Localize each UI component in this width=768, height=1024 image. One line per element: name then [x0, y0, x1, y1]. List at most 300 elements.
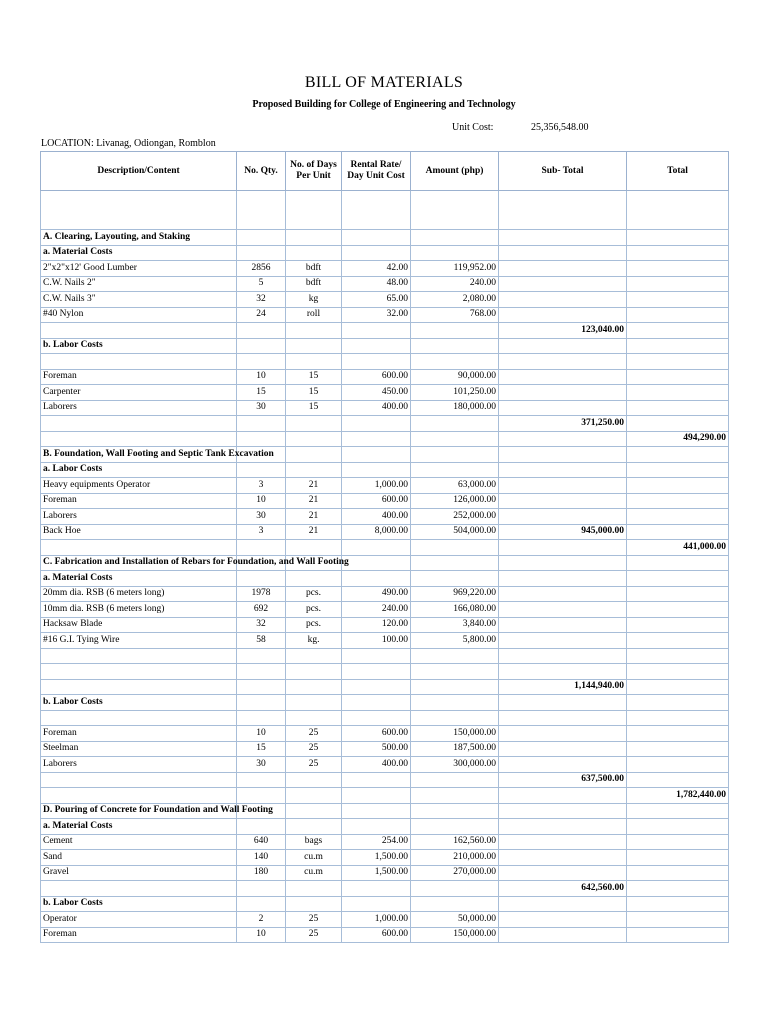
- cell-rate: 600.00: [342, 369, 411, 385]
- cell-days-unit: [286, 462, 342, 478]
- cell-total: [627, 369, 729, 385]
- cell-qty: [237, 679, 286, 695]
- cell-amount: 270,000.00: [411, 865, 499, 881]
- table-row: [41, 385, 729, 401]
- cell-amount: [411, 354, 499, 370]
- cell-amount: 187,500.00: [411, 741, 499, 757]
- table-row: [41, 276, 729, 292]
- table-row: [41, 726, 729, 742]
- cell-total: [627, 323, 729, 339]
- table-row: [41, 524, 729, 540]
- cell-subtotal: [499, 447, 627, 463]
- cell-days-unit: bdft: [286, 261, 342, 277]
- table-header-row: [41, 152, 729, 191]
- cell-description: C.W. Nails 2": [41, 276, 237, 292]
- cell-days-unit: pcs.: [286, 617, 342, 633]
- cell-subtotal: [499, 695, 627, 711]
- cell-total: [627, 927, 729, 943]
- cell-days-unit: [286, 679, 342, 695]
- table-row: [41, 307, 729, 323]
- cell-total: [627, 772, 729, 788]
- cell-qty: 10: [237, 726, 286, 742]
- cell-amount: [411, 462, 499, 478]
- cell-qty: 640: [237, 834, 286, 850]
- cell-amount: 210,000.00: [411, 850, 499, 866]
- cell-subtotal: [499, 338, 627, 354]
- cell-subtotal: [499, 354, 627, 370]
- cell-amount: 2,080.00: [411, 292, 499, 308]
- cell-days-unit: [286, 431, 342, 447]
- cell-qty: 1978: [237, 586, 286, 602]
- cell-total: [627, 385, 729, 401]
- cell-qty: [237, 462, 286, 478]
- cell-subtotal: [499, 741, 627, 757]
- cell-description: b. Labor Costs: [41, 896, 237, 912]
- subsection-heading-row: [41, 819, 729, 835]
- spacer-row: [41, 191, 729, 230]
- cell-days-unit: pcs.: [286, 602, 342, 618]
- cell-days-unit: 21: [286, 524, 342, 540]
- cell-amount: [411, 803, 499, 819]
- cell-amount: 5,800.00: [411, 633, 499, 649]
- cell-subtotal: [499, 602, 627, 618]
- cell-rate: [342, 803, 411, 819]
- cell-rate: 120.00: [342, 617, 411, 633]
- cell-rate: 600.00: [342, 927, 411, 943]
- cell-total: [627, 633, 729, 649]
- cell-qty: [237, 710, 286, 726]
- cell-rate: [342, 416, 411, 432]
- cell-total: [627, 191, 729, 230]
- cell-description: Operator: [41, 912, 237, 928]
- section-heading-row: [41, 230, 729, 246]
- subtotal-row: [41, 772, 729, 788]
- col-header-total: Total: [627, 152, 729, 191]
- cell-days-unit: [286, 540, 342, 556]
- cell-amount: [411, 896, 499, 912]
- cell-amount: [411, 571, 499, 587]
- cell-amount: 166,080.00: [411, 602, 499, 618]
- cell-amount: 300,000.00: [411, 757, 499, 773]
- table-row: [41, 478, 729, 494]
- table-row: [41, 912, 729, 928]
- cell-total: [627, 338, 729, 354]
- cell-amount: [411, 695, 499, 711]
- cell-days-unit: pcs.: [286, 586, 342, 602]
- cell-total: [627, 586, 729, 602]
- cell-subtotal: [499, 245, 627, 261]
- cell-rate: 240.00: [342, 602, 411, 618]
- cell-rate: 100.00: [342, 633, 411, 649]
- cell-subtotal: [499, 788, 627, 804]
- cell-description: Steelman: [41, 741, 237, 757]
- blank-row: [41, 354, 729, 370]
- cell-rate: [342, 772, 411, 788]
- cell-total: [627, 896, 729, 912]
- cell-qty: 2856: [237, 261, 286, 277]
- cell-rate: [342, 462, 411, 478]
- cell-total: [627, 292, 729, 308]
- cell-subtotal: [499, 648, 627, 664]
- cell-rate: [342, 648, 411, 664]
- cell-description: [41, 416, 237, 432]
- col-header-subtotal: Sub- Total: [499, 152, 627, 191]
- cell-total: [627, 850, 729, 866]
- cell-description: Cement: [41, 834, 237, 850]
- document-title: BILL OF MATERIALS: [304, 74, 464, 91]
- cell-rate: 42.00: [342, 261, 411, 277]
- cell-qty: [237, 881, 286, 897]
- col-header-rate: Rental Rate/ Day Unit Cost: [342, 152, 411, 191]
- cell-subtotal: [499, 292, 627, 308]
- cell-description: Laborers: [41, 757, 237, 773]
- cell-subtotal: [499, 191, 627, 230]
- cell-subtotal: [499, 230, 627, 246]
- cell-amount: 3,840.00: [411, 617, 499, 633]
- cell-days-unit: [286, 571, 342, 587]
- cell-rate: [342, 664, 411, 680]
- cell-qty: 692: [237, 602, 286, 618]
- cell-qty: [237, 648, 286, 664]
- cell-rate: 1,500.00: [342, 850, 411, 866]
- cell-qty: 15: [237, 385, 286, 401]
- table-row: [41, 261, 729, 277]
- subtotal-row: [41, 323, 729, 339]
- cell-amount: [411, 447, 499, 463]
- col-header-amount: Amount (php): [411, 152, 499, 191]
- cell-subtotal: 371,250.00: [499, 416, 627, 432]
- cell-rate: [342, 819, 411, 835]
- cell-subtotal: [499, 834, 627, 850]
- cell-description: a. Material Costs: [41, 571, 237, 587]
- cell-description: b. Labor Costs: [41, 695, 237, 711]
- cell-amount: [411, 555, 499, 571]
- cell-days-unit: [286, 772, 342, 788]
- cell-description: D. Pouring of Concrete for Foundation and Wall Footing: [41, 803, 237, 819]
- cell-total: [627, 602, 729, 618]
- cell-rate: [342, 896, 411, 912]
- cell-subtotal: [499, 400, 627, 416]
- cell-days-unit: kg.: [286, 633, 342, 649]
- table-row: [41, 400, 729, 416]
- cell-days-unit: [286, 819, 342, 835]
- col-header-days: No. of Days Per Unit: [286, 152, 342, 191]
- cell-days-unit: [286, 245, 342, 261]
- cell-qty: [237, 245, 286, 261]
- cell-subtotal: [499, 462, 627, 478]
- cell-days-unit: 21: [286, 493, 342, 509]
- cell-rate: 500.00: [342, 741, 411, 757]
- cell-amount: [411, 323, 499, 339]
- cell-days-unit: bags: [286, 834, 342, 850]
- cell-total: [627, 555, 729, 571]
- cell-qty: [237, 416, 286, 432]
- cell-rate: [342, 540, 411, 556]
- cell-description: 10mm dia. RSB (6 meters long): [41, 602, 237, 618]
- cell-amount: [411, 230, 499, 246]
- cell-total: [627, 462, 729, 478]
- cell-days-unit: [286, 191, 342, 230]
- cell-amount: [411, 772, 499, 788]
- cell-description: [41, 664, 237, 680]
- cell-total: [627, 261, 729, 277]
- cell-subtotal: [499, 385, 627, 401]
- cell-rate: 600.00: [342, 726, 411, 742]
- cell-rate: [342, 323, 411, 339]
- cell-subtotal: [499, 540, 627, 556]
- cell-qty: 2: [237, 912, 286, 928]
- cell-description: Foreman: [41, 927, 237, 943]
- cell-days-unit: cu.m: [286, 865, 342, 881]
- cell-total: [627, 679, 729, 695]
- table-row: [41, 633, 729, 649]
- cell-amount: 50,000.00: [411, 912, 499, 928]
- subsection-heading-row: [41, 896, 729, 912]
- cell-qty: 10: [237, 369, 286, 385]
- cell-description: Heavy equipments Operator: [41, 478, 237, 494]
- cell-subtotal: 637,500.00: [499, 772, 627, 788]
- cell-days-unit: 25: [286, 726, 342, 742]
- cell-qty: 24: [237, 307, 286, 323]
- cell-total: [627, 710, 729, 726]
- cell-rate: [342, 447, 411, 463]
- cell-rate: 450.00: [342, 385, 411, 401]
- cell-days-unit: [286, 803, 342, 819]
- table-row: [41, 617, 729, 633]
- cell-days-unit: 15: [286, 369, 342, 385]
- cell-days-unit: [286, 230, 342, 246]
- table-row: [41, 834, 729, 850]
- document-subtitle: Proposed Building for College of Engineering and Technology: [252, 99, 516, 110]
- cell-qty: [237, 896, 286, 912]
- subsection-heading-row: [41, 462, 729, 478]
- cell-days-unit: 21: [286, 478, 342, 494]
- total-row: [41, 788, 729, 804]
- cell-subtotal: [499, 493, 627, 509]
- cell-amount: 252,000.00: [411, 509, 499, 525]
- cell-days-unit: [286, 338, 342, 354]
- cell-rate: [342, 679, 411, 695]
- cell-subtotal: [499, 369, 627, 385]
- subsection-heading-row: [41, 245, 729, 261]
- cell-total: [627, 354, 729, 370]
- cell-rate: [342, 230, 411, 246]
- table-row: [41, 493, 729, 509]
- cell-description: #16 G.I. Tying Wire: [41, 633, 237, 649]
- cell-amount: [411, 191, 499, 230]
- cell-description: A. Clearing, Layouting, and Staking: [41, 230, 237, 246]
- cell-description: a. Material Costs: [41, 819, 237, 835]
- cell-description: [41, 354, 237, 370]
- cell-total: [627, 912, 729, 928]
- cell-description: 2"x2"x12' Good Lumber: [41, 261, 237, 277]
- cell-amount: [411, 431, 499, 447]
- cell-qty: 10: [237, 493, 286, 509]
- table-body: [41, 191, 729, 943]
- cell-rate: [342, 555, 411, 571]
- cell-amount: 126,000.00: [411, 493, 499, 509]
- table-row: [41, 850, 729, 866]
- cell-description: [41, 540, 237, 556]
- table-row: [41, 865, 729, 881]
- cell-rate: [342, 338, 411, 354]
- cell-days-unit: [286, 447, 342, 463]
- cell-description: Foreman: [41, 369, 237, 385]
- cell-total: [627, 493, 729, 509]
- cell-description: Foreman: [41, 493, 237, 509]
- cell-amount: 150,000.00: [411, 927, 499, 943]
- subtotal-row: [41, 881, 729, 897]
- cell-description: [41, 323, 237, 339]
- table-row: [41, 369, 729, 385]
- subtotal-row: [41, 416, 729, 432]
- cell-rate: 48.00: [342, 276, 411, 292]
- cell-qty: [237, 191, 286, 230]
- blank-row: [41, 648, 729, 664]
- cell-description: [41, 648, 237, 664]
- cell-days-unit: [286, 354, 342, 370]
- table-row: [41, 741, 729, 757]
- cell-rate: 1,000.00: [342, 478, 411, 494]
- section-heading-row: [41, 803, 729, 819]
- cell-subtotal: [499, 896, 627, 912]
- cell-amount: [411, 664, 499, 680]
- cell-subtotal: [499, 819, 627, 835]
- cell-description: Sand: [41, 850, 237, 866]
- cell-total: [627, 276, 729, 292]
- cell-qty: 180: [237, 865, 286, 881]
- cell-amount: [411, 710, 499, 726]
- cell-qty: 3: [237, 524, 286, 540]
- cell-subtotal: [499, 912, 627, 928]
- cell-rate: [342, 695, 411, 711]
- cell-qty: 10: [237, 927, 286, 943]
- cell-total: [627, 834, 729, 850]
- cell-description: a. Labor Costs: [41, 462, 237, 478]
- cell-amount: 504,000.00: [411, 524, 499, 540]
- cell-qty: [237, 664, 286, 680]
- cell-description: Carpenter: [41, 385, 237, 401]
- cell-subtotal: [499, 261, 627, 277]
- bill-of-materials-table: [40, 151, 729, 943]
- cell-description: Laborers: [41, 400, 237, 416]
- cell-qty: [237, 230, 286, 246]
- cell-qty: 32: [237, 292, 286, 308]
- cell-amount: [411, 245, 499, 261]
- cell-subtotal: 642,560.00: [499, 881, 627, 897]
- unit-cost-label: Unit Cost:: [452, 122, 494, 133]
- cell-subtotal: [499, 850, 627, 866]
- cell-total: [627, 726, 729, 742]
- cell-rate: [342, 245, 411, 261]
- cell-amount: 63,000.00: [411, 478, 499, 494]
- cell-rate: 600.00: [342, 493, 411, 509]
- cell-days-unit: [286, 695, 342, 711]
- table-row: [41, 509, 729, 525]
- cell-rate: [342, 881, 411, 897]
- cell-subtotal: [499, 555, 627, 571]
- cell-days-unit: [286, 664, 342, 680]
- cell-subtotal: [499, 617, 627, 633]
- cell-amount: 162,560.00: [411, 834, 499, 850]
- table-row: [41, 602, 729, 618]
- cell-description: [41, 679, 237, 695]
- cell-amount: [411, 540, 499, 556]
- cell-rate: 65.00: [342, 292, 411, 308]
- cell-amount: [411, 819, 499, 835]
- cell-total: [627, 881, 729, 897]
- cell-amount: [411, 881, 499, 897]
- total-row: [41, 540, 729, 556]
- cell-total: [627, 664, 729, 680]
- cell-amount: 768.00: [411, 307, 499, 323]
- blank-row: [41, 710, 729, 726]
- cell-qty: 30: [237, 757, 286, 773]
- cell-subtotal: [499, 664, 627, 680]
- cell-subtotal: [499, 307, 627, 323]
- cell-total: [627, 230, 729, 246]
- cell-days-unit: roll: [286, 307, 342, 323]
- cell-total: [627, 757, 729, 773]
- cell-subtotal: 123,040.00: [499, 323, 627, 339]
- cell-total: [627, 447, 729, 463]
- col-header-description: Description/Content: [41, 152, 237, 191]
- cell-subtotal: [499, 431, 627, 447]
- cell-description: C.W. Nails 3": [41, 292, 237, 308]
- cell-total: [627, 245, 729, 261]
- cell-days-unit: 25: [286, 912, 342, 928]
- subsection-heading-row: [41, 338, 729, 354]
- cell-total: [627, 571, 729, 587]
- cell-total: [627, 648, 729, 664]
- cell-rate: 254.00: [342, 834, 411, 850]
- cell-days-unit: [286, 896, 342, 912]
- cell-description: Gravel: [41, 865, 237, 881]
- cell-days-unit: [286, 710, 342, 726]
- cell-subtotal: [499, 757, 627, 773]
- table-row: [41, 292, 729, 308]
- cell-qty: [237, 819, 286, 835]
- cell-total: [627, 524, 729, 540]
- cell-amount: 180,000.00: [411, 400, 499, 416]
- cell-amount: 90,000.00: [411, 369, 499, 385]
- cell-amount: 150,000.00: [411, 726, 499, 742]
- cell-total: [627, 819, 729, 835]
- cell-rate: 1,000.00: [342, 912, 411, 928]
- cell-amount: 101,250.00: [411, 385, 499, 401]
- cell-subtotal: [499, 509, 627, 525]
- cell-amount: [411, 416, 499, 432]
- cell-total: [627, 416, 729, 432]
- cell-qty: 30: [237, 509, 286, 525]
- cell-days-unit: 21: [286, 509, 342, 525]
- cell-amount: [411, 338, 499, 354]
- section-heading-row: [41, 555, 729, 571]
- cell-description: [41, 431, 237, 447]
- cell-total: 1,782,440.00: [627, 788, 729, 804]
- cell-total: [627, 307, 729, 323]
- cell-description: [41, 772, 237, 788]
- cell-rate: 1,500.00: [342, 865, 411, 881]
- col-header-qty: No. Qty.: [237, 152, 286, 191]
- cell-description: [41, 881, 237, 897]
- cell-description: #40 Nylon: [41, 307, 237, 323]
- cell-subtotal: 945,000.00: [499, 524, 627, 540]
- cell-rate: [342, 191, 411, 230]
- cell-subtotal: [499, 586, 627, 602]
- cell-days-unit: 15: [286, 400, 342, 416]
- cell-rate: [342, 571, 411, 587]
